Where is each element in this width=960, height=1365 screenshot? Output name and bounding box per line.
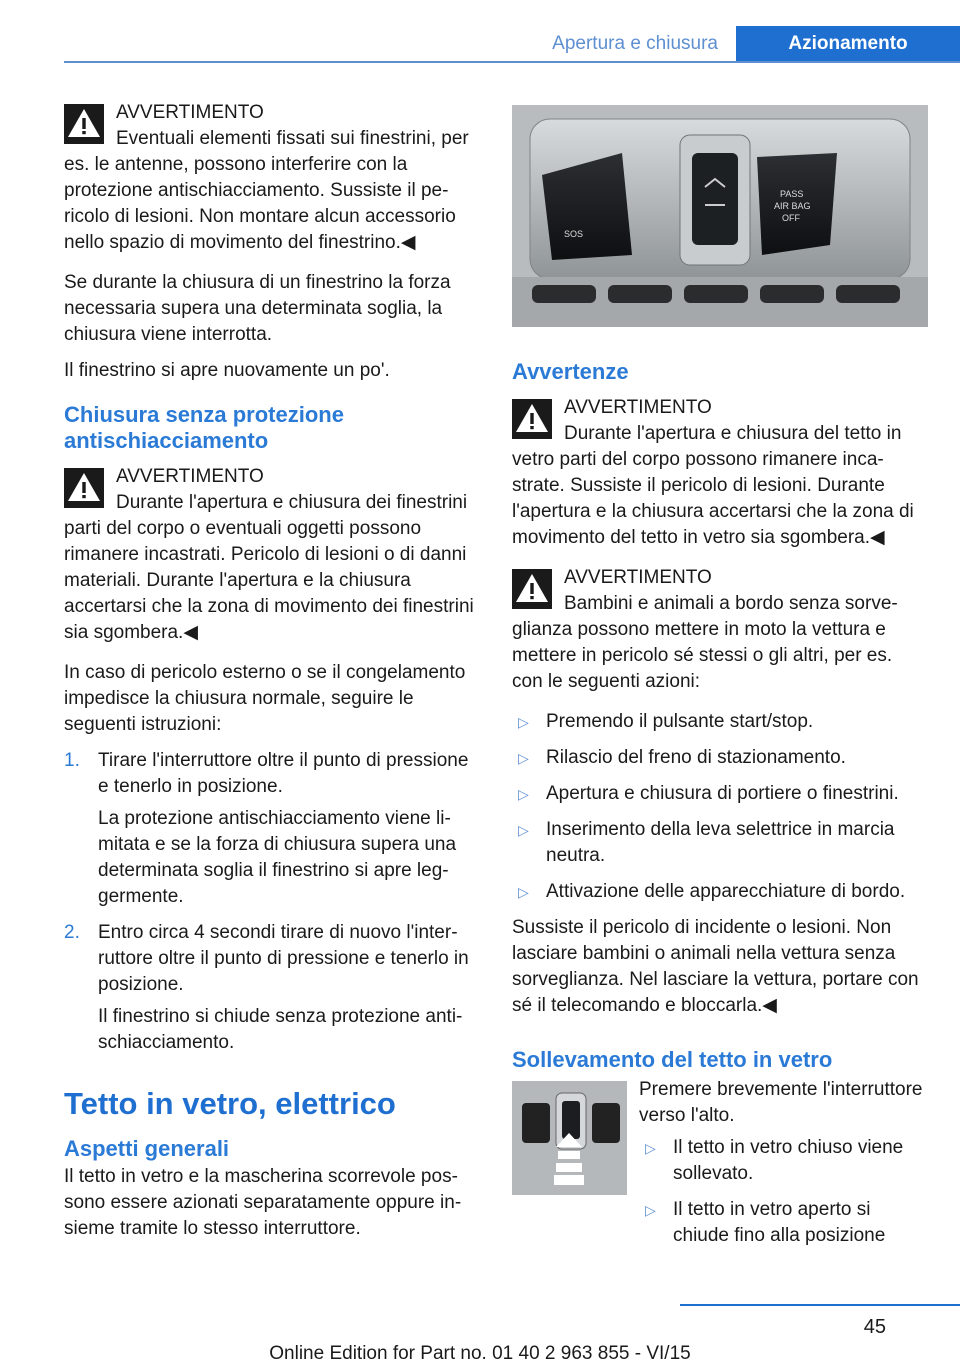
steps-list (64, 748, 480, 1056)
list-item (64, 748, 480, 910)
list-item (639, 1135, 928, 1187)
triangle-bullet-icon: ▷ (518, 714, 529, 730)
airbag-label: AIR BAG (774, 201, 811, 211)
list-item (512, 817, 928, 869)
list-item (639, 1197, 928, 1249)
list-item (64, 920, 480, 1056)
edition-footer: Online Edition for Part no. 01 40 2 963 855 - VI/15 (269, 1343, 691, 1364)
bullet-text: Inserimento della leva selettrice in marcia neutra. (546, 819, 895, 866)
triangle-bullet-icon: ▷ (645, 1202, 656, 1218)
step-subtext: Il finestrino si chiude senza protezione antischiacciamento. (98, 1006, 463, 1053)
paragraph: Premere brevemente l'interruttore verso l'alto. (639, 1079, 923, 1126)
triangle-bullet-icon: ▷ (518, 786, 529, 802)
sos-label: SOS (564, 229, 584, 239)
paragraph: In caso di pericolo esterno o se il congelamento impedisce la chiusura normale, seguire le seguenti istruzioni: (64, 662, 466, 735)
bullet-text: Rilascio del freno di stazionamento. (546, 747, 846, 768)
bullet-text: Premendo il pulsante start/stop. (546, 711, 814, 732)
section-heading: Aspetti generali (64, 1136, 230, 1161)
off-label: OFF (782, 213, 800, 223)
section-heading: Sollevamento del tetto in vetro (512, 1047, 833, 1072)
step-number: 2. (64, 922, 80, 943)
warning-icon (512, 569, 552, 609)
list-item (512, 781, 928, 807)
footer-rule (680, 1304, 960, 1306)
warning-text: Bambini e animali a bordo senza sorveglianza possono mettere in moto la vettura e mettere in pericolo sé stessi o gli altri, per es. con le seguenti azioni: (512, 593, 898, 692)
header-rule (64, 61, 960, 63)
warning-text: Durante l'apertura e chiusura dei finestrini parti del corpo o eventuali oggetti possono rimanere incastrati. Pericolo di lesioni o di danni materiali. Durante l'apertura e la chiusura accertarsi che la zona di movimento dei finestrini sia sgombera.◀ (64, 492, 474, 643)
step-text: Tirare l'interruttore oltre il punto di pressione e tenerlo in posizione. (98, 750, 469, 797)
bullet-text: Il tetto in vetro aperto si chiude fino alla posizione (673, 1199, 886, 1246)
overhead-console-photo (512, 105, 928, 327)
bullet-text: Il tetto in vetro chiuso viene sollevato. (673, 1137, 904, 1184)
bullet-list (639, 1135, 928, 1249)
triangle-bullet-icon: ▷ (518, 822, 529, 838)
left-column (64, 100, 480, 1252)
chapter-heading: Tetto in vetro, elettrico (64, 1086, 396, 1121)
paragraph: Se durante la chiusura di un finestrino la forza necessaria supera una determinata soglia, la chiusura viene interrotta. (64, 272, 451, 345)
chapter-tab[interactable]: Azionamento (736, 26, 960, 62)
bullet-list (512, 709, 928, 905)
photo-caption-block (639, 1077, 928, 1259)
step-number: 1. (64, 750, 80, 771)
section-heading: Avvertenze (512, 359, 629, 384)
warning-title: AVVERTIMENTO (116, 466, 264, 487)
warning-title: AVVERTIMENTO (564, 567, 712, 588)
warning-text: Durante l'apertura e chiusura del tetto in vetro parti del corpo possono rimanere incastrate. Sussiste il pericolo di lesioni. Durante l'apertura e la chiusura accertarsi che la zona di movimento del tetto in vetro sia sgombera.◀ (512, 423, 914, 548)
pass-label: PASS (780, 189, 804, 199)
warning-block (512, 565, 928, 695)
warning-block (512, 395, 928, 551)
warning-block (64, 464, 480, 646)
warning-title: AVVERTIMENTO (116, 102, 264, 123)
bullet-text: Attivazione delle apparecchiature di bordo. (546, 881, 906, 902)
section-heading: Chiusura senza protezione antischiacciamento (64, 402, 344, 453)
warning-icon (64, 104, 104, 144)
warning-icon (512, 399, 552, 439)
page-header (0, 0, 960, 62)
section-tab[interactable]: Apertura e chiusura (552, 33, 718, 54)
paragraph: Il finestrino si apre nuovamente un po'. (64, 360, 390, 381)
step-text: Entro circa 4 secondi tirare di nuovo l'interruttore oltre il punto di pressione e tenerlo in posizione. (98, 922, 469, 995)
warning-icon (64, 468, 104, 508)
warning-block (64, 100, 480, 256)
warning-text: Eventuali elementi fissati sui finestrini, per es. le antenne, possono interferire con la protezione antischiacciamento. Sussiste il pericolo di lesioni. Non montare alcun accessorio nello spazio di movimento del finestrino.◀ (64, 128, 469, 253)
list-item (512, 879, 928, 905)
list-item (512, 709, 928, 735)
triangle-bullet-icon: ▷ (645, 1140, 656, 1156)
page-number: 45 (863, 1316, 886, 1338)
triangle-bullet-icon: ▷ (518, 750, 529, 766)
roof-switch-photo (512, 1081, 627, 1195)
triangle-bullet-icon: ▷ (518, 884, 529, 900)
list-item (512, 745, 928, 771)
paragraph: Sussiste il pericolo di incidente o lesioni. Non lasciare bambini o animali nella vettura senza sorveglianza. Nel lasciare la vettura, portare con sé il telecomando e bloccarla.◀ (512, 917, 919, 1016)
step-subtext: La protezione antischiacciamento viene limitata e se la forza di chiusura supera una determinata soglia il finestrino si apre leggermente. (98, 808, 457, 907)
paragraph: Il tetto in vetro e la mascherina scorrevole possono essere azionati separatamente oppure insieme tramite lo stesso interruttore. (64, 1166, 462, 1239)
right-column (512, 105, 928, 1259)
warning-title: AVVERTIMENTO (564, 397, 712, 418)
bullet-text: Apertura e chiusura di portiere o finestrini. (546, 783, 899, 804)
